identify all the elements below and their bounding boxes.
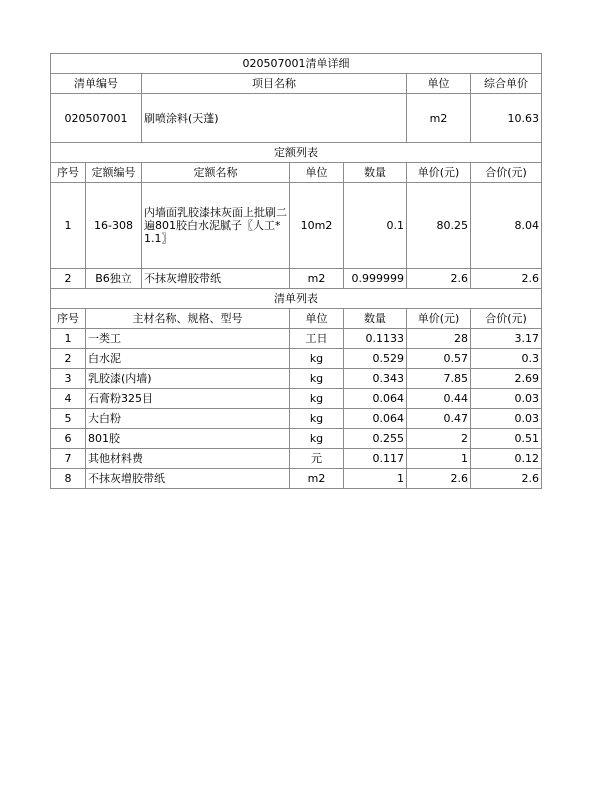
material-name: 一类工 bbox=[86, 329, 290, 349]
material-unit: kg bbox=[290, 369, 344, 389]
quota-price: 2.6 bbox=[407, 269, 471, 289]
material-seq: 4 bbox=[51, 389, 86, 409]
material-qty: 1 bbox=[344, 469, 407, 489]
material-row bbox=[51, 469, 542, 489]
quota-seq: 1 bbox=[51, 183, 86, 269]
list-section-title: 清单列表 bbox=[51, 289, 542, 309]
quota-code-header: 定额编号 bbox=[86, 163, 142, 183]
material-seq: 1 bbox=[51, 329, 86, 349]
material-unit: kg bbox=[290, 429, 344, 449]
material-price: 0.57 bbox=[407, 349, 471, 369]
quota-total-header: 合价(元) bbox=[471, 163, 542, 183]
item-code-header: 清单编号 bbox=[51, 74, 142, 94]
quota-unit-header: 单位 bbox=[290, 163, 344, 183]
material-row bbox=[51, 409, 542, 429]
material-seq: 7 bbox=[51, 449, 86, 469]
list-total-header: 合价(元) bbox=[471, 309, 542, 329]
quota-unit: 10m2 bbox=[290, 183, 344, 269]
quota-price-header: 单价(元) bbox=[407, 163, 471, 183]
quota-qty-header: 数量 bbox=[344, 163, 407, 183]
material-name: 801胶 bbox=[86, 429, 290, 449]
material-name: 乳胶漆(内墙) bbox=[86, 369, 290, 389]
item-row bbox=[51, 94, 542, 143]
material-unit: 工日 bbox=[290, 329, 344, 349]
material-name: 大白粉 bbox=[86, 409, 290, 429]
material-qty: 0.343 bbox=[344, 369, 407, 389]
material-qty: 0.1133 bbox=[344, 329, 407, 349]
quota-header-row bbox=[51, 163, 542, 183]
material-price: 2 bbox=[407, 429, 471, 449]
material-row bbox=[51, 329, 542, 349]
material-name: 不抹灰增胶带纸 bbox=[86, 469, 290, 489]
material-seq: 6 bbox=[51, 429, 86, 449]
quota-name: 内墙面乳胶漆抹灰面上批刷二遍801胶白水泥腻子〖人工*1.1〗 bbox=[142, 183, 290, 269]
material-seq: 2 bbox=[51, 349, 86, 369]
sheet-title: 020507001清单详细 bbox=[51, 54, 542, 74]
quota-price: 80.25 bbox=[407, 183, 471, 269]
quota-seq-header: 序号 bbox=[51, 163, 86, 183]
material-total: 0.03 bbox=[471, 389, 542, 409]
item-header-row bbox=[51, 74, 542, 94]
material-price: 0.44 bbox=[407, 389, 471, 409]
material-name: 石膏粉325目 bbox=[86, 389, 290, 409]
material-qty: 0.064 bbox=[344, 389, 407, 409]
material-unit: kg bbox=[290, 349, 344, 369]
material-total: 3.17 bbox=[471, 329, 542, 349]
quota-unit: m2 bbox=[290, 269, 344, 289]
material-total: 0.03 bbox=[471, 409, 542, 429]
quota-name: 不抹灰增胶带纸 bbox=[142, 269, 290, 289]
material-qty: 0.529 bbox=[344, 349, 407, 369]
quota-code: 16-308 bbox=[86, 183, 142, 269]
material-row bbox=[51, 389, 542, 409]
material-total: 0.12 bbox=[471, 449, 542, 469]
material-total: 2.6 bbox=[471, 469, 542, 489]
material-total: 0.3 bbox=[471, 349, 542, 369]
quota-row bbox=[51, 183, 542, 269]
list-qty-header: 数量 bbox=[344, 309, 407, 329]
material-row bbox=[51, 429, 542, 449]
material-seq: 5 bbox=[51, 409, 86, 429]
material-price: 1 bbox=[407, 449, 471, 469]
material-price: 2.6 bbox=[407, 469, 471, 489]
material-unit: m2 bbox=[290, 469, 344, 489]
material-unit: kg bbox=[290, 389, 344, 409]
quota-code: B6独立 bbox=[86, 269, 142, 289]
quota-section-title: 定额列表 bbox=[51, 143, 542, 163]
item-name-header: 项目名称 bbox=[142, 74, 407, 94]
quota-total: 2.6 bbox=[471, 269, 542, 289]
list-header-row bbox=[51, 309, 542, 329]
quota-seq: 2 bbox=[51, 269, 86, 289]
material-qty: 0.064 bbox=[344, 409, 407, 429]
material-name: 白水泥 bbox=[86, 349, 290, 369]
material-qty: 0.255 bbox=[344, 429, 407, 449]
material-seq: 3 bbox=[51, 369, 86, 389]
bill-detail-table bbox=[50, 53, 542, 489]
material-price: 7.85 bbox=[407, 369, 471, 389]
item-unit-price-header: 综合单价 bbox=[471, 74, 542, 94]
quota-name-header: 定额名称 bbox=[142, 163, 290, 183]
list-seq-header: 序号 bbox=[51, 309, 86, 329]
material-qty: 0.117 bbox=[344, 449, 407, 469]
material-price: 0.47 bbox=[407, 409, 471, 429]
item-unit-header: 单位 bbox=[407, 74, 471, 94]
list-unit-header: 单位 bbox=[290, 309, 344, 329]
list-name-header: 主材名称、规格、型号 bbox=[86, 309, 290, 329]
quota-row bbox=[51, 269, 542, 289]
item-name: 刷喷涂料(天蓬) bbox=[142, 94, 407, 143]
list-price-header: 单价(元) bbox=[407, 309, 471, 329]
material-total: 2.69 bbox=[471, 369, 542, 389]
quota-qty: 0.999999 bbox=[344, 269, 407, 289]
material-total: 0.51 bbox=[471, 429, 542, 449]
quota-qty: 0.1 bbox=[344, 183, 407, 269]
material-row bbox=[51, 369, 542, 389]
item-code: 020507001 bbox=[51, 94, 142, 143]
material-price: 28 bbox=[407, 329, 471, 349]
quota-total: 8.04 bbox=[471, 183, 542, 269]
material-row bbox=[51, 449, 542, 469]
material-seq: 8 bbox=[51, 469, 86, 489]
item-unit-price: 10.63 bbox=[471, 94, 542, 143]
material-unit: kg bbox=[290, 409, 344, 429]
material-unit: 元 bbox=[290, 449, 344, 469]
material-row bbox=[51, 349, 542, 369]
material-name: 其他材料费 bbox=[86, 449, 290, 469]
item-unit: m2 bbox=[407, 94, 471, 143]
